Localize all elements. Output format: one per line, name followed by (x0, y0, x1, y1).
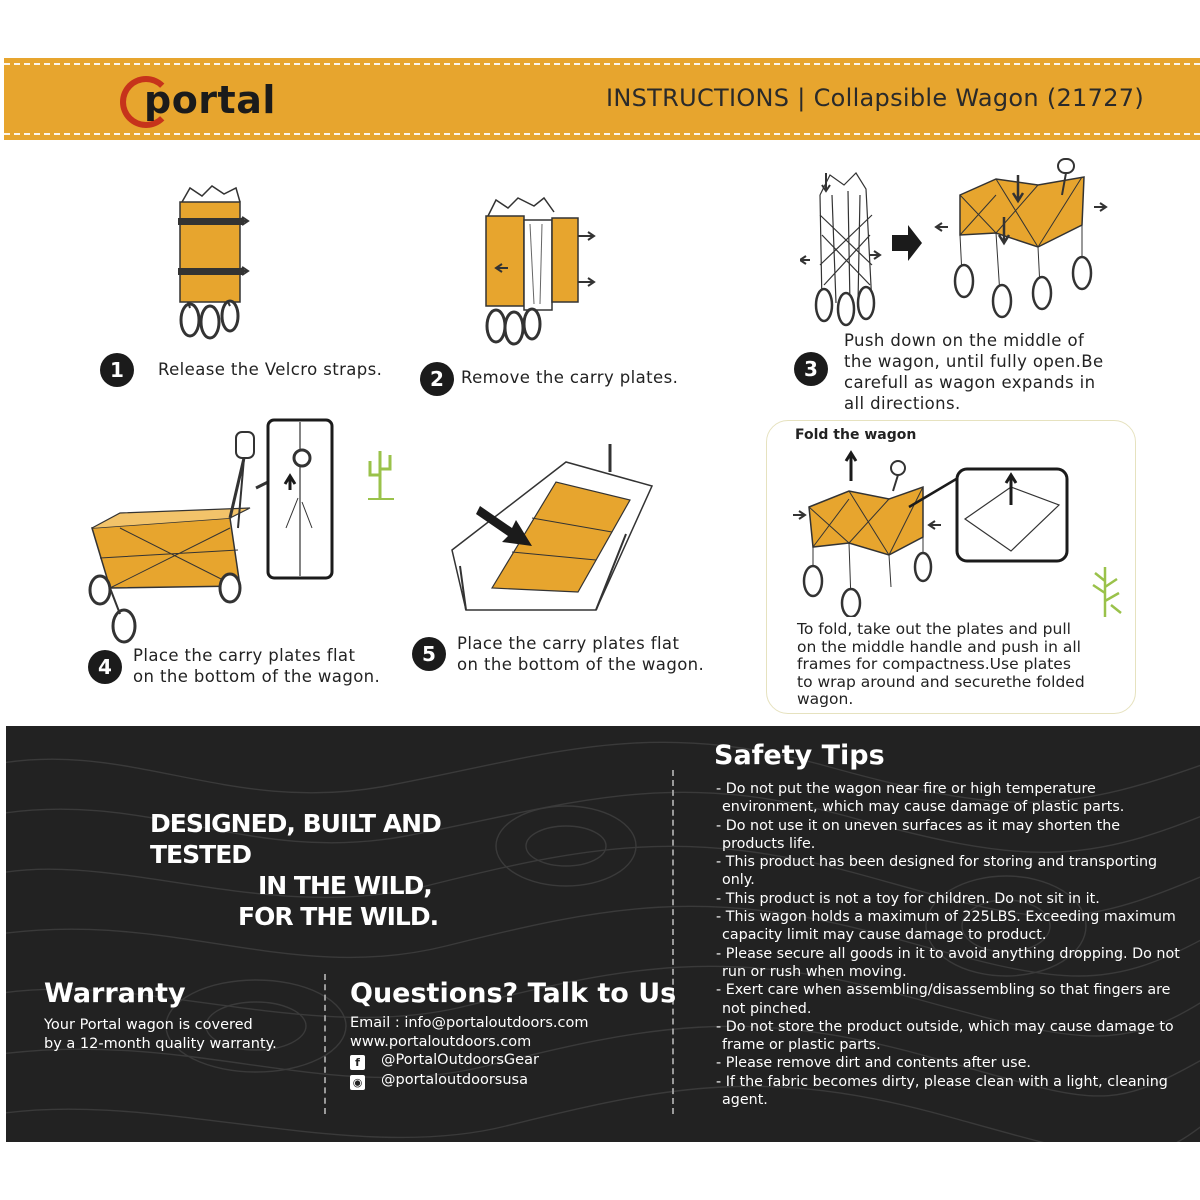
divider-safety (672, 770, 674, 1114)
step3-illustration (800, 155, 1120, 335)
email-link[interactable]: Email : info@portaloutdoors.com (350, 1015, 589, 1031)
step5-illustration (446, 442, 666, 622)
plant-icon (1087, 563, 1127, 619)
facebook-icon: f (350, 1055, 365, 1070)
safety-title: Safety Tips (714, 740, 885, 771)
step-1-number: 1 (100, 353, 134, 387)
step-5-line: on the bottom of the wagon. (457, 655, 705, 674)
tagline-line: FOR THE WILD. (238, 902, 439, 931)
header-dash-top (4, 63, 1200, 65)
fold-title: Fold the wagon (795, 427, 917, 443)
divider-warranty (324, 974, 326, 1114)
step-5-number: 5 (412, 637, 446, 671)
instagram-link[interactable] (350, 1072, 528, 1090)
step-2-text: Remove the carry plates. (461, 368, 679, 387)
warranty-title: Warranty (44, 978, 186, 1009)
logo-text: portal (144, 78, 276, 122)
tagline-line: DESIGNED, BUILT AND TESTED (150, 809, 441, 869)
instagram-handle: @portaloutdoorsusa (381, 1072, 528, 1088)
fold-instructions-box (766, 420, 1136, 714)
tagline-line: IN THE WILD, (258, 871, 432, 900)
warranty-line: by a 12-month quality warranty. (44, 1036, 277, 1052)
warranty-line: Your Portal wagon is covered (44, 1017, 253, 1033)
step-2-number: 2 (420, 362, 454, 396)
footer-panel (6, 726, 1200, 1142)
step-3-line: Push down on the middle of (844, 331, 1085, 350)
safety-tip: - This wagon holds a maximum of 225LBS. Exceeding maximum capacity limit may cause damage to product. (714, 908, 1184, 945)
contact-links (350, 1014, 588, 1052)
warranty-text (44, 1016, 277, 1054)
step-4-number: 4 (88, 650, 122, 684)
step-3-number: 3 (794, 352, 828, 386)
step-5-line: Place the carry plates flat (457, 634, 680, 653)
contact-title: Questions? Talk to Us (350, 978, 677, 1009)
safety-tip: - Please secure all goods in it to avoid anything dropping. Do not run or rush when moving. (714, 945, 1184, 982)
fold-line: To fold, take out the plates and pull (797, 620, 1071, 638)
safety-tip: - Do not store the product outside, which may cause damage to frame or plastic parts. (714, 1018, 1184, 1055)
cactus-icon (366, 447, 396, 501)
step-3-line: the wagon, until fully open.Be (844, 352, 1104, 371)
safety-tip: - Do not use it on uneven surfaces as it may shorten the products life. (714, 817, 1184, 854)
step2-illustration (478, 192, 608, 352)
safety-tip: - This product is not a toy for children. Do not sit in it. (714, 890, 1184, 908)
website-link[interactable]: www.portaloutdoors.com (350, 1034, 532, 1050)
step-5-text (457, 633, 704, 675)
safety-tips-list (714, 780, 1184, 1109)
tagline (146, 808, 546, 932)
step-3-line: all directions. (844, 394, 961, 413)
safety-tip: - This product has been designed for storing and transporting only. (714, 853, 1184, 890)
safety-tip: - Exert care when assembling/disassembling so that fingers are not pinched. (714, 981, 1184, 1018)
safety-tip: - Please remove dirt and contents after use. (714, 1054, 1184, 1072)
fold-line: wagon. (797, 690, 854, 708)
facebook-link[interactable] (350, 1052, 539, 1070)
step-3-line: carefull as wagon expands in (844, 373, 1096, 392)
step-1-text: Release the Velcro straps. (158, 360, 383, 379)
fold-illustration (779, 447, 1079, 617)
safety-tip: - If the fabric becomes dirty, please clean with a light, cleaning agent. (714, 1073, 1184, 1110)
header-dash-bottom (4, 133, 1200, 135)
step-4-text (133, 645, 380, 687)
step-3-text (844, 330, 1104, 414)
fold-text (797, 621, 1127, 709)
step1-illustration (168, 180, 258, 340)
facebook-handle: @PortalOutdoorsGear (381, 1052, 539, 1068)
portal-logo (114, 72, 294, 128)
step-4-line: Place the carry plates flat (133, 646, 356, 665)
safety-tip: - Do not put the wagon near fire or high temperature environment, which may cause damage of plastic parts. (714, 780, 1184, 817)
fold-line: on the middle handle and push in all (797, 637, 1081, 656)
fold-line: to wrap around and securethe folded (797, 672, 1085, 691)
step-4-line: on the bottom of the wagon. (133, 667, 381, 686)
fold-line: frames for compactness.Use plates (797, 655, 1071, 673)
instagram-icon: ◉ (350, 1075, 365, 1090)
header-bar (4, 58, 1200, 140)
page-title: INSTRUCTIONS | Collapsible Wagon (21727) (605, 84, 1144, 112)
